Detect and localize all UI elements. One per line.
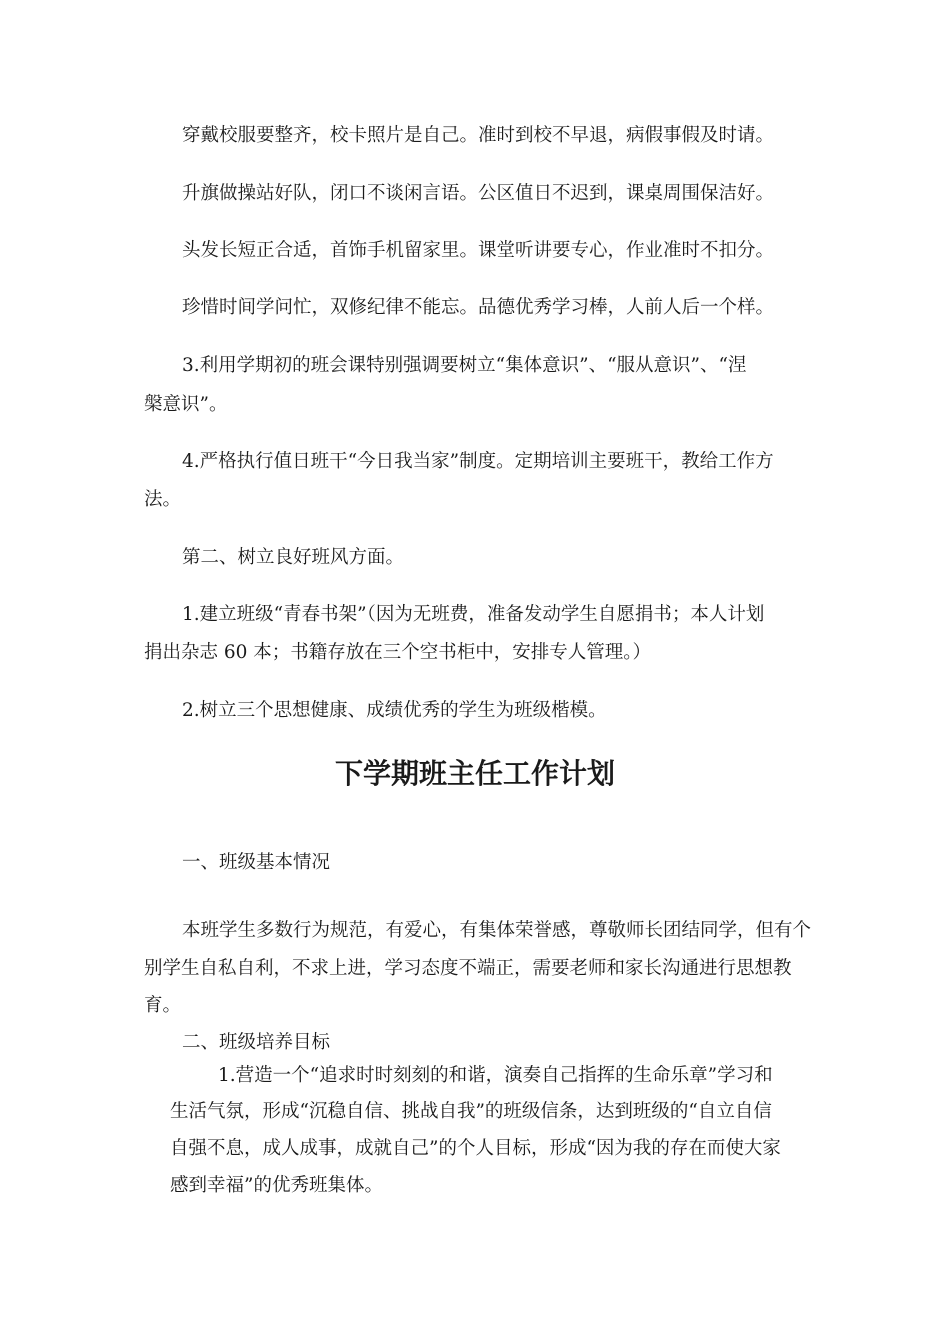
section2-heading: 第二、树立良好班风方面。 — [182, 547, 405, 568]
item4-line2: 法。 — [144, 489, 182, 510]
part2-item1-line1: 1.营造一个“追求时时刻刻的和谐，演奏自己指挥的生命乐章”学习和 — [218, 1065, 773, 1086]
section2-item2: 2.树立三个思想健康、成绩优秀的学生为班级楷模。 — [182, 700, 607, 721]
item4-line1: 4.严格执行值日班干“今日我当家”制度。定期培训主要班干，教给工作方 — [182, 451, 774, 472]
part2-heading: 二、班级培养目标 — [182, 1032, 331, 1053]
part2-item1-line2: 生活气氛，形成“沉稳自信、挑战自我”的班级信条，达到班级的“自立自信 — [170, 1101, 772, 1122]
section2-item1-line2: 捐出杂志 60 本；书籍存放在三个空书柜中，安排专人管理。） — [144, 642, 652, 663]
rule-line-1: 穿戴校服要整齐，校卡照片是自己。准时到校不早退，病假事假及时请。 — [182, 125, 775, 146]
section2-item1-line1: 1.建立班级“青春书架”（因为无班费，准备发动学生自愿捐书；本人计划 — [182, 604, 765, 625]
part2-item1-line3: 自强不息，成人成事，成就自己”的个人目标，形成“因为我的存在而使大家 — [170, 1138, 781, 1159]
rule-line-2: 升旗做操站好队，闭口不谈闲言语。公区值日不迟到，课桌周围保洁好。 — [182, 183, 775, 204]
rule-line-4: 珍惜时间学问忙，双修纪律不能忘。品德优秀学习棒，人前人后一个样。 — [182, 297, 775, 318]
rule-line-3: 头发长短正合适，首饰手机留家里。课堂听讲要专心，作业准时不扣分。 — [182, 240, 775, 261]
item3-line1: 3.利用学期初的班会课特别强调要树立“集体意识”、“服从意识”、“涅 — [182, 355, 747, 376]
item3-line2: 槃意识”。 — [144, 394, 228, 415]
part1-body-line3: 育。 — [144, 995, 182, 1016]
page-title: 下学期班主任工作计划 — [334, 757, 615, 790]
part1-heading: 一、班级基本情况 — [182, 852, 331, 873]
part2-item1-line4: 感到幸福”的优秀班集体。 — [170, 1175, 383, 1196]
part1-body-line1: 本班学生多数行为规范，有爱心，有集体荣誉感，尊敬师长团结同学，但有个 — [182, 920, 812, 941]
part1-body-line2: 别学生自私自利，不求上进，学习态度不端正，需要老师和家长沟通进行思想教 — [144, 958, 792, 979]
